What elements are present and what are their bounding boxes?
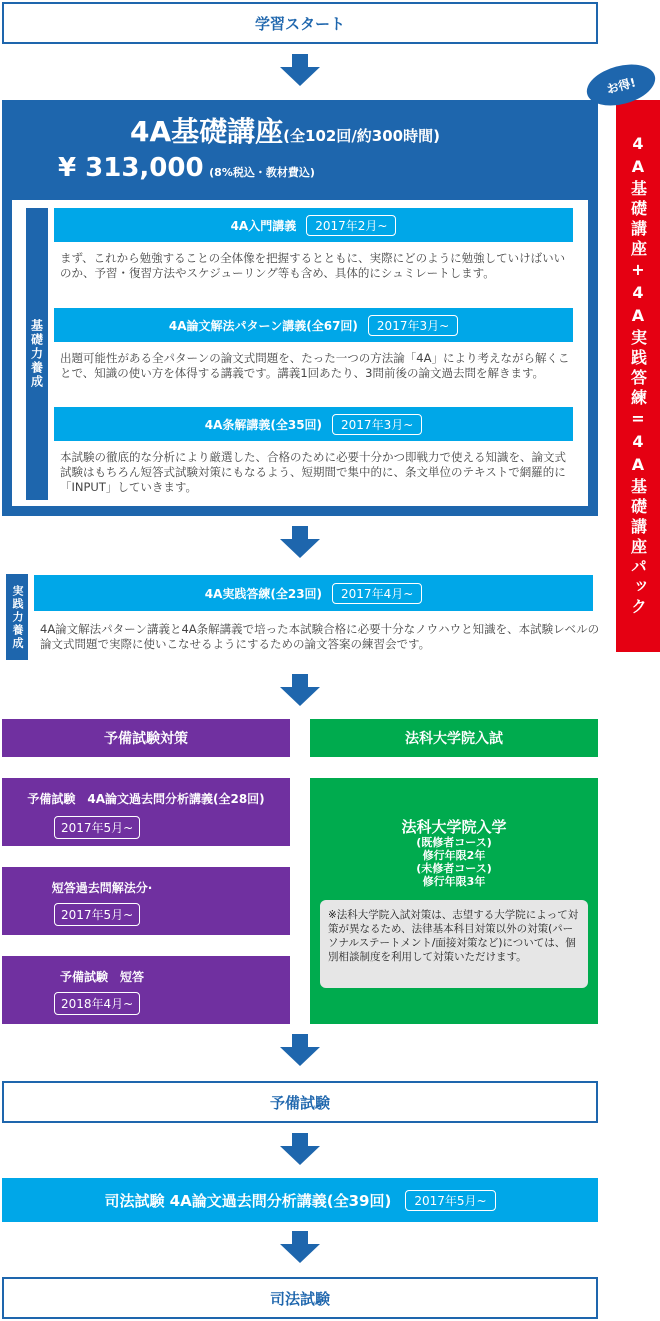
yobi-card	[2, 867, 290, 935]
course-name: 4A入門講義	[230, 218, 297, 233]
course-desc: まず、これから勉強することの全体像を把握するとともに、実際にどのように勉強していけばいいのか、予習・復習方法やスケジューリング等も含め、具体的にシュミレートします。	[60, 251, 566, 280]
course-date: 2017年3月~	[368, 315, 458, 336]
law-school-note: ※法科大学院入試対策は、志望する大学院によって対策が異なるため、法律基本科目対策以外の対策(パーソナルステートメント/面接対策など)については、個別相談制度を利用して対策いただけます。	[320, 900, 588, 988]
law-school-header	[310, 719, 598, 757]
law-school-details	[310, 836, 598, 888]
law-school-line: 修行年限3年	[422, 875, 486, 888]
practice-date: 2017年4月~	[332, 583, 422, 604]
practice-name: 4A実践答練(全23回)	[204, 586, 323, 601]
foundation-title-sub: (全102回/約300時間)	[283, 127, 440, 145]
yobi-card-date: 2017年5月~	[54, 816, 140, 839]
foundation-side-text: 基礎力養成	[29, 319, 44, 389]
price-note: (8%税込・教材費込)	[209, 166, 315, 179]
law-school-header-text: 法科大学院入試	[405, 731, 503, 747]
price-value: ¥ 313,000	[58, 153, 204, 183]
down-arrow-icon	[280, 526, 320, 558]
down-arrow-icon	[280, 54, 320, 86]
start-box	[2, 2, 598, 44]
yobi-card-date: 2017年5月~	[54, 903, 140, 926]
yobi-exam-label: 予備試験	[269, 1093, 330, 1112]
yobi-header-text: 予備試験対策	[104, 731, 188, 747]
yobi-card	[2, 956, 290, 1024]
down-arrow-icon	[280, 674, 320, 706]
foundation-title-text: 4A基礎講座	[130, 115, 284, 148]
yobi-card-date: 2018年4月~	[54, 992, 140, 1015]
course-date: 2017年3月~	[332, 414, 422, 435]
yobi-card-title: 短答過去問解法分·	[51, 881, 153, 895]
course-desc: 出題可能性がある全パターンの論文式問題を、たった一つの方法論「4A」により考えながら解くことで、知識の使い方を体得する講義です。講義1回あたり、3問前後の論文過去問を解きます。	[60, 351, 570, 380]
practice-side-label	[6, 574, 28, 660]
course-date: 2017年2月~	[306, 215, 396, 236]
down-arrow-icon	[280, 1231, 320, 1263]
down-arrow-icon	[280, 1133, 320, 1165]
down-arrow-icon	[280, 1034, 320, 1066]
yobi-card	[2, 778, 290, 846]
shiho-course-bar	[2, 1178, 598, 1222]
law-school-line: (未修者コース)	[416, 862, 492, 875]
yobi-header	[2, 719, 290, 757]
law-school-line: (既修者コース)	[416, 836, 492, 849]
yobi-card-title: 予備試験 4A論文過去問分析講義(全28回)	[27, 792, 265, 806]
shiho-course-name: 司法試験 4A論文過去問分析講義(全39回)	[104, 1191, 392, 1210]
shiho-exam-label: 司法試験	[269, 1289, 330, 1308]
foundation-side-label	[26, 208, 48, 500]
practice-header	[34, 575, 593, 611]
shiho-exam-box	[2, 1277, 598, 1319]
course-desc: 本試験の徹底的な分析により厳選した、合格のために必要十分かつ即戦力で使える知識を、論文式試験はもちろん短答式試験対策にもなるよう、短期間で集中的に、条文単位のテキストで網羅的に「INPUT」していきます。	[60, 450, 566, 494]
yobi-card-title: 予備試験 短答	[59, 970, 144, 984]
course-name: 4A条解講義(全35回)	[204, 417, 323, 432]
pack-label	[614, 100, 660, 652]
law-school-card	[310, 778, 598, 1024]
foundation-title	[130, 110, 550, 150]
shiho-course-date: 2017年5月~	[405, 1190, 495, 1211]
law-school-title: 法科大学院入学	[401, 818, 507, 836]
course-header	[54, 407, 573, 441]
badge-text: お得!	[605, 74, 638, 97]
practice-desc: 4A論文解法パターン講義と4A条解講義で培った本試験合格に必要十分なノウハウと知識を、本試験レベルの論文式問題で実際に使いこなせるようにするための論文答案の練習会です。	[40, 622, 600, 651]
foundation-price	[58, 153, 458, 187]
practice-side-text: 実践力養成	[11, 584, 24, 650]
pack-label-text: 4A基礎講座+4A実践答練=4A基礎講座パック	[628, 134, 648, 618]
course-header	[54, 308, 573, 342]
yobi-exam-box	[2, 1081, 598, 1123]
start-label: 学習スタート	[254, 14, 345, 33]
course-header	[54, 208, 573, 242]
law-school-line: 修行年限2年	[422, 849, 486, 862]
course-name: 4A論文解法パターン講義(全67回)	[168, 318, 358, 333]
